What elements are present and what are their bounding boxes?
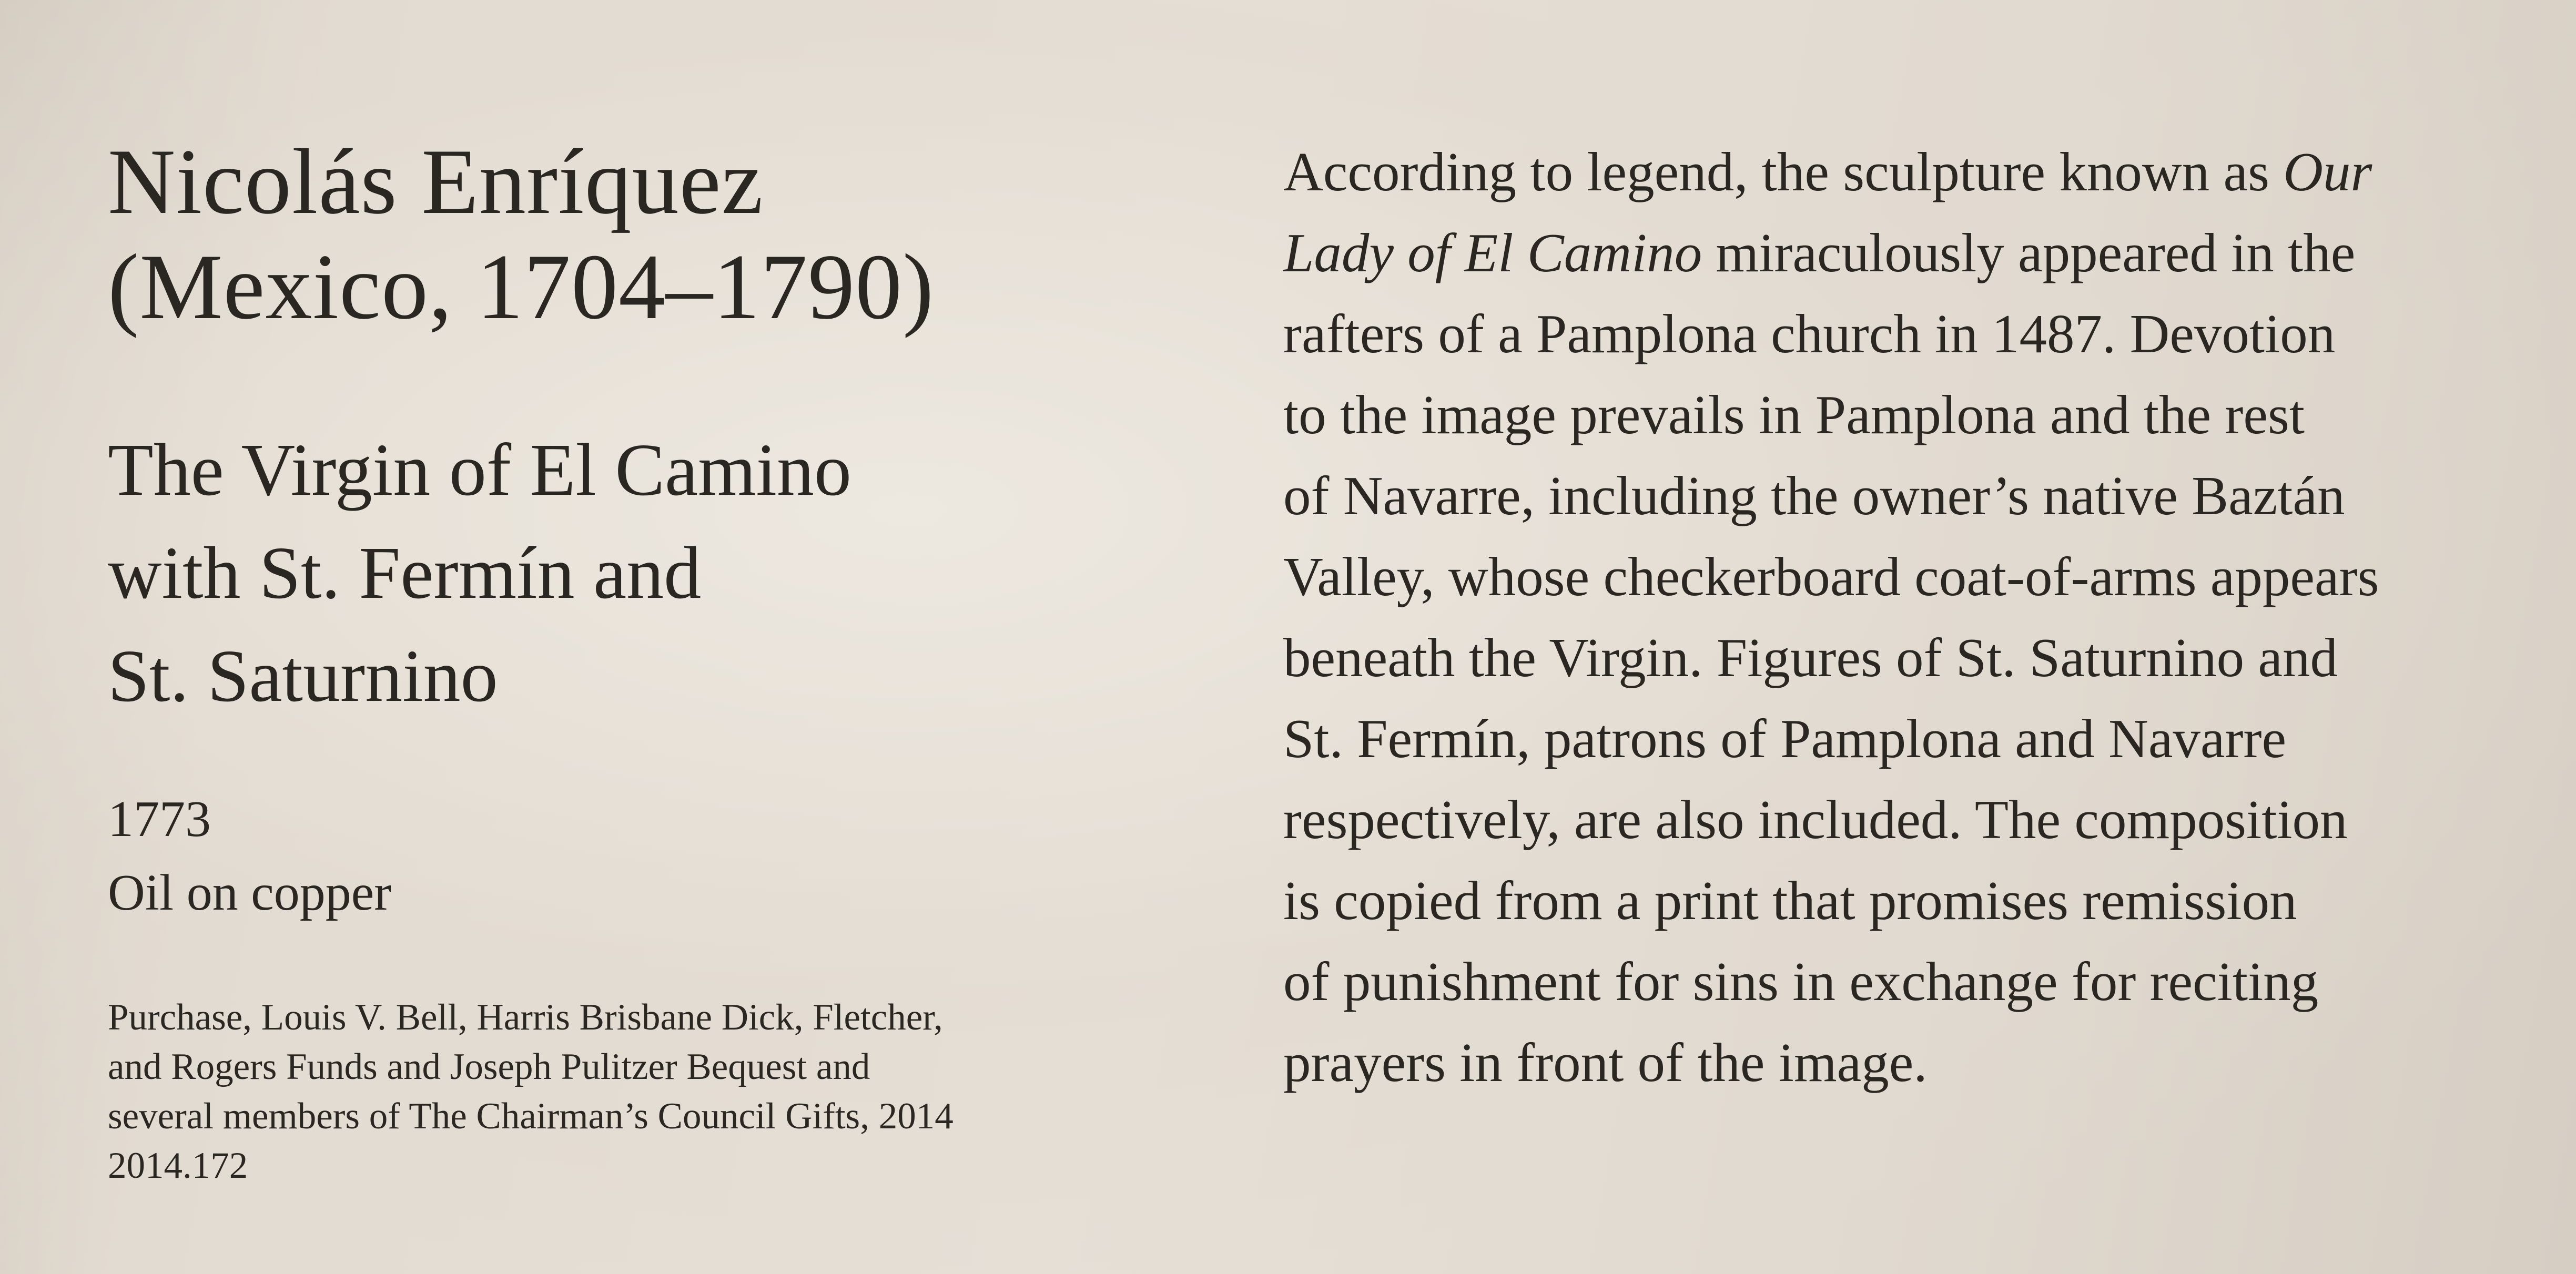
artwork-title-line: with St. Fermín and xyxy=(108,531,702,614)
artwork-medium: Oil on copper xyxy=(108,864,391,921)
description-text: miraculously appeared in the xyxy=(1702,222,2356,283)
artwork-title xyxy=(108,418,1239,727)
description-line: Valley, whose checkerboard coat-of-arms appears xyxy=(1283,546,2379,607)
credit-line-text: several members of The Chairman’s Council Gifts, 2014 xyxy=(108,1096,954,1137)
description-paragraph xyxy=(1283,131,2556,1103)
artist-name: Nicolás Enríquez xyxy=(108,129,764,233)
description-italic-text: Lady of El Camino xyxy=(1283,222,1702,283)
description-line xyxy=(1283,131,2556,212)
credit-line-text: Purchase, Louis V. Bell, Harris Brisbane Dick, Fletcher, xyxy=(108,997,943,1038)
description-line: is copied from a print that promises remission xyxy=(1283,870,2297,931)
artwork-date: 1773 xyxy=(108,791,211,848)
description-text: According to legend, the sculpture known as xyxy=(1283,141,2284,202)
artwork-title-line: The Virgin of El Camino xyxy=(108,428,851,511)
description-line: prayers in front of the image. xyxy=(1283,1032,1928,1093)
artwork-meta xyxy=(108,782,1239,930)
label-right-column xyxy=(1283,131,2556,1103)
description-line: of punishment for sins in exchange for reciting xyxy=(1283,951,2319,1012)
description-italic-text: Our xyxy=(2283,141,2372,202)
description-line: to the image prevails in Pamplona and the rest xyxy=(1283,384,2305,445)
description-line: beneath the Virgin. Figures of St. Saturnino and xyxy=(1283,627,2338,688)
description-line: St. Fermín, patrons of Pamplona and Navarre xyxy=(1283,708,2287,769)
label-left-column xyxy=(108,129,1239,1190)
artwork-title-line: St. Saturnino xyxy=(108,634,498,717)
artist-block xyxy=(108,129,1239,339)
description-line: rafters of a Pamplona church in 1487. Devotion xyxy=(1283,303,2336,364)
description-line: of Navarre, including the owner’s native Baztán xyxy=(1283,465,2345,526)
artist-origin: (Mexico, 1704–1790) xyxy=(108,235,935,339)
credit-line xyxy=(108,993,1239,1190)
credit-line-text: and Rogers Funds and Joseph Pulitzer Bequest and xyxy=(108,1046,870,1087)
description-line xyxy=(1283,212,2556,293)
accession-number: 2014.172 xyxy=(108,1145,248,1186)
description-line: respectively, are also included. The composition xyxy=(1283,789,2348,850)
